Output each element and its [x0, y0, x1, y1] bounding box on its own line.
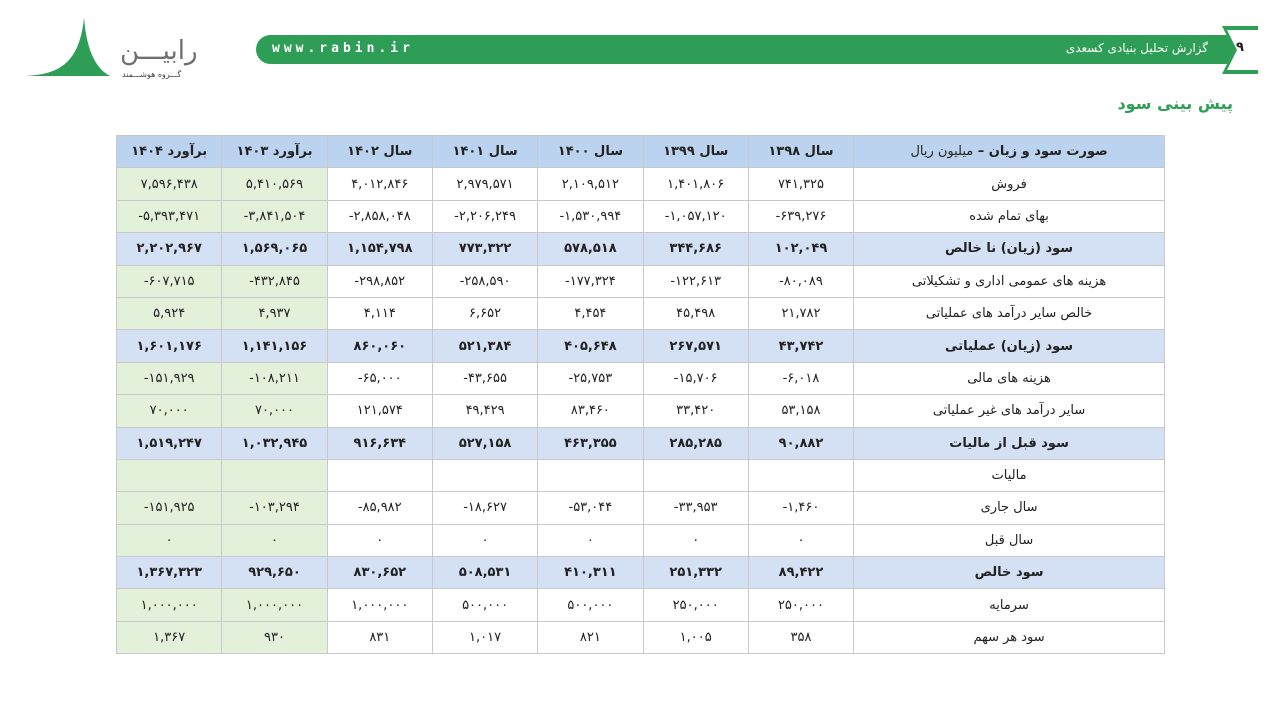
- table-cell: ۴۰۵,۶۴۸: [538, 330, 643, 362]
- table-cell: ۰: [117, 524, 222, 556]
- table-row: [117, 427, 1165, 459]
- row-label: فروش: [854, 168, 1165, 200]
- table-cell: ۵۷۸,۵۱۸: [538, 233, 643, 265]
- table-cell: ۰: [748, 524, 853, 556]
- table-cell: ۱,۰۰۰,۰۰۰: [327, 589, 432, 621]
- row-label: خالص سایر درآمد های عملیاتی: [854, 297, 1165, 329]
- table-cell: ۴,۰۱۲,۸۴۶: [327, 168, 432, 200]
- table-cell: -۱۵۱,۹۲۵: [117, 492, 222, 524]
- row-label: بهای تمام شده: [854, 200, 1165, 232]
- table-cell: ۳۴۴,۶۸۶: [643, 233, 748, 265]
- table-cell: -۲,۸۵۸,۰۴۸: [327, 200, 432, 232]
- table-cell: ۱,۳۶۷: [117, 621, 222, 653]
- table-cell: [222, 459, 327, 491]
- table-cell: ۳۵۸: [748, 621, 853, 653]
- table-cell: -۱,۰۵۷,۱۲۰: [643, 200, 748, 232]
- table-cell: ۱,۵۱۹,۲۴۷: [117, 427, 222, 459]
- table-cell: ۵,۴۱۰,۵۶۹: [222, 168, 327, 200]
- column-header: سال ۱۴۰۱: [432, 136, 537, 168]
- table-cell: ۲۵۰,۰۰۰: [643, 589, 748, 621]
- header-banner: [256, 35, 1236, 64]
- table-cell: ۴,۴۵۴: [538, 297, 643, 329]
- website-link[interactable]: www.rabin.ir: [272, 41, 414, 56]
- table-cell: ۱,۴۰۱,۸۰۶: [643, 168, 748, 200]
- table-cell: -۶۰۷,۷۱۵: [117, 265, 222, 297]
- table-cell: -۴۳۲,۸۴۵: [222, 265, 327, 297]
- header-label: صورت سود و زیان –: [977, 144, 1108, 160]
- table-cell: ۴,۱۱۴: [327, 297, 432, 329]
- table-cell: ۸۶۰,۰۶۰: [327, 330, 432, 362]
- table-cell: ۱۲۱,۵۷۴: [327, 395, 432, 427]
- table-cell: -۵۳,۰۴۴: [538, 492, 643, 524]
- table-cell: ۷۰,۰۰۰: [117, 395, 222, 427]
- row-label: هزینه های عمومی اداری و تشکیلاتی: [854, 265, 1165, 297]
- table-cell: -۶۵,۰۰۰: [327, 362, 432, 394]
- rabin-logo: [24, 16, 214, 80]
- row-label: سود قبل از مالیات: [854, 427, 1165, 459]
- table-cell: ۰: [432, 524, 537, 556]
- table-cell: ۵۳,۱۵۸: [748, 395, 853, 427]
- row-label: هزینه های مالی: [854, 362, 1165, 394]
- table-row: [117, 492, 1165, 524]
- table-cell: ۵۲۷,۱۵۸: [432, 427, 537, 459]
- table-cell: ۲۸۵,۲۸۵: [643, 427, 748, 459]
- row-label: سود هر سهم: [854, 621, 1165, 653]
- table-cell: [538, 459, 643, 491]
- table-cell: -۲,۲۰۶,۲۴۹: [432, 200, 537, 232]
- table-row: [117, 395, 1165, 427]
- table-cell: ۵۲۱,۳۸۴: [432, 330, 537, 362]
- table-row: [117, 589, 1165, 621]
- table-row: [117, 621, 1165, 653]
- table-cell: ۶,۶۵۲: [432, 297, 537, 329]
- table-cell: ۹۱۶,۶۳۴: [327, 427, 432, 459]
- table-cell: ۴,۹۳۷: [222, 297, 327, 329]
- table-row: [117, 200, 1165, 232]
- report-title: گزارش تحلیل بنیادی کسعدی: [1065, 41, 1208, 55]
- table-cell: ۵۰۰,۰۰۰: [538, 589, 643, 621]
- header-unit: میلیون ریال: [910, 144, 974, 160]
- row-label: مالیات: [854, 459, 1165, 491]
- table-cell: ۹۳۰: [222, 621, 327, 653]
- table-cell: -۱,۵۳۰,۹۹۴: [538, 200, 643, 232]
- table-cell: ۱,۱۵۴,۷۹۸: [327, 233, 432, 265]
- table-cell: ۲۵۰,۰۰۰: [748, 589, 853, 621]
- table-cell: ۹۲۹,۶۵۰: [222, 557, 327, 589]
- income-forecast-table: [116, 135, 1165, 654]
- table-cell: ۱,۱۴۱,۱۵۶: [222, 330, 327, 362]
- table-cell: ۸۹,۴۲۲: [748, 557, 853, 589]
- table-cell: -۲۵۸,۵۹۰: [432, 265, 537, 297]
- table-row: [117, 233, 1165, 265]
- table-cell: ۲۵۱,۳۳۲: [643, 557, 748, 589]
- table-cell: ۸۳۱: [327, 621, 432, 653]
- table-cell: ۲۱,۷۸۲: [748, 297, 853, 329]
- table-cell: -۴۳,۶۵۵: [432, 362, 537, 394]
- table-cell: -۵,۳۹۳,۴۷۱: [117, 200, 222, 232]
- table-cell: ۴۱۰,۳۱۱: [538, 557, 643, 589]
- table-cell: [748, 459, 853, 491]
- table-cell: ۰: [222, 524, 327, 556]
- table-cell: -۸۵,۹۸۲: [327, 492, 432, 524]
- table-cell: -۱۷۷,۳۲۴: [538, 265, 643, 297]
- table-row: [117, 297, 1165, 329]
- forecast-table: [116, 135, 1165, 654]
- table-cell: ۸۳۰,۶۵۲: [327, 557, 432, 589]
- table-cell: ۰: [643, 524, 748, 556]
- table-cell: -۱۰۳,۲۹۴: [222, 492, 327, 524]
- table-cell: ۱,۰۰۰,۰۰۰: [222, 589, 327, 621]
- table-cell: ۲,۹۷۹,۵۷۱: [432, 168, 537, 200]
- table-cell: -۲۵,۷۵۳: [538, 362, 643, 394]
- table-row: [117, 362, 1165, 394]
- table-cell: [327, 459, 432, 491]
- row-label: سال جاری: [854, 492, 1165, 524]
- table-cell: ۴۶۳,۳۵۵: [538, 427, 643, 459]
- table-cell: ۵,۹۲۴: [117, 297, 222, 329]
- table-cell: ۸۳,۴۶۰: [538, 395, 643, 427]
- section-title: پیش بینی سود: [1117, 94, 1233, 113]
- table-cell: -۳۳,۹۵۳: [643, 492, 748, 524]
- row-label: سرمایه: [854, 589, 1165, 621]
- table-row: [117, 524, 1165, 556]
- column-header: سال ۱۳۹۹: [643, 136, 748, 168]
- table-cell: ۳۳,۴۲۰: [643, 395, 748, 427]
- table-cell: -۶۳۹,۲۷۶: [748, 200, 853, 232]
- column-header: سال ۱۴۰۲: [327, 136, 432, 168]
- table-cell: ۱,۶۰۱,۱۷۶: [117, 330, 222, 362]
- logo-name: رابیـــن: [120, 36, 198, 66]
- row-label: سود خالص: [854, 557, 1165, 589]
- table-cell: ۷۷۳,۳۲۲: [432, 233, 537, 265]
- table-cell: ۰: [327, 524, 432, 556]
- table-cell: ۰: [538, 524, 643, 556]
- table-cell: -۱۲۲,۶۱۳: [643, 265, 748, 297]
- table-cell: ۴۳,۷۴۲: [748, 330, 853, 362]
- table-cell: -۱۸,۶۲۷: [432, 492, 537, 524]
- column-header: برآورد ۱۴۰۴: [117, 136, 222, 168]
- logo-swoosh-icon: [24, 16, 114, 80]
- table-cell: ۱,۵۶۹,۰۶۵: [222, 233, 327, 265]
- table-cell: -۱۵,۷۰۶: [643, 362, 748, 394]
- table-cell: -۶,۰۱۸: [748, 362, 853, 394]
- table-row: [117, 557, 1165, 589]
- row-label: سایر درآمد های غیر عملیاتی: [854, 395, 1165, 427]
- table-cell: ۵۰۸,۵۳۱: [432, 557, 537, 589]
- table-cell: [643, 459, 748, 491]
- table-cell: ۹۰,۸۸۲: [748, 427, 853, 459]
- table-cell: ۱,۰۰۰,۰۰۰: [117, 589, 222, 621]
- logo-tagline: گـــروه هوشـــمند: [122, 70, 182, 79]
- table-cell: -۳,۸۴۱,۵۰۴: [222, 200, 327, 232]
- row-label: سود (زیان) عملیاتی: [854, 330, 1165, 362]
- table-cell: ۱,۰۰۵: [643, 621, 748, 653]
- row-label: سود (زیان) نا خالص: [854, 233, 1165, 265]
- table-cell: ۵۰۰,۰۰۰: [432, 589, 537, 621]
- table-cell: ۲,۱۰۹,۵۱۲: [538, 168, 643, 200]
- table-cell: ۷۴۱,۳۲۵: [748, 168, 853, 200]
- page-number: ۹: [1236, 40, 1244, 55]
- table-cell: ۴۵,۴۹۸: [643, 297, 748, 329]
- table-row: [117, 459, 1165, 491]
- table-cell: -۸۰,۰۸۹: [748, 265, 853, 297]
- table-cell: ۴۹,۴۲۹: [432, 395, 537, 427]
- column-header: برآورد ۱۴۰۳: [222, 136, 327, 168]
- table-cell: ۱,۰۳۲,۹۴۵: [222, 427, 327, 459]
- table-cell: ۱,۳۶۷,۳۲۳: [117, 557, 222, 589]
- table-cell: ۷۰,۰۰۰: [222, 395, 327, 427]
- table-cell: [432, 459, 537, 491]
- row-label: سال قبل: [854, 524, 1165, 556]
- column-header: سال ۱۴۰۰: [538, 136, 643, 168]
- table-cell: ۱۰۲,۰۴۹: [748, 233, 853, 265]
- table-cell: ۲,۲۰۲,۹۶۷: [117, 233, 222, 265]
- table-cell: -۱۵۱,۹۲۹: [117, 362, 222, 394]
- table-cell: -۱,۴۶۰: [748, 492, 853, 524]
- table-row: [117, 168, 1165, 200]
- table-cell: [117, 459, 222, 491]
- table-cell: ۷,۵۹۶,۴۳۸: [117, 168, 222, 200]
- table-cell: ۲۶۷,۵۷۱: [643, 330, 748, 362]
- header-label-cell: [854, 136, 1165, 168]
- table-header-row: [117, 136, 1165, 168]
- table-cell: ۸۲۱: [538, 621, 643, 653]
- table-cell: -۲۹۸,۸۵۲: [327, 265, 432, 297]
- table-cell: -۱۰۸,۲۱۱: [222, 362, 327, 394]
- table-cell: ۱,۰۱۷: [432, 621, 537, 653]
- table-row: [117, 265, 1165, 297]
- table-row: [117, 330, 1165, 362]
- column-header: سال ۱۳۹۸: [748, 136, 853, 168]
